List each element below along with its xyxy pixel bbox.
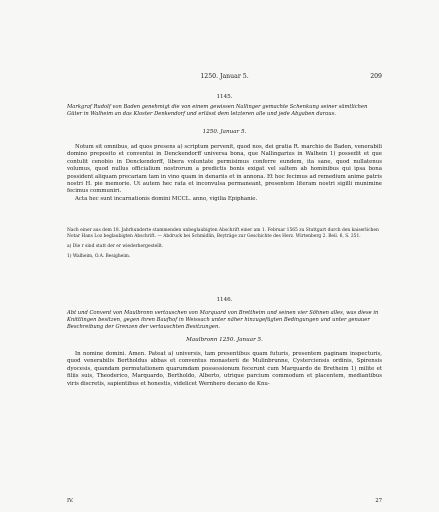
charter-paragraph: Acta hec sunt incarnationis domini MCCL. anno, vigilia Epiphanie. — [75, 195, 258, 202]
charter-text — [67, 144, 382, 203]
page-number: 209 — [370, 73, 382, 80]
charter-number: 1146. — [216, 297, 233, 303]
running-header-date: 1250. Januar 5. — [200, 73, 249, 80]
charter-number: 1145. — [216, 94, 233, 100]
footnote: 1) Walheim, O.A. Besigheim. — [67, 254, 131, 259]
textual-footnote: a) Die r sind statt der er wiederhergestellt. — [67, 244, 164, 249]
signature-line — [67, 498, 382, 504]
charter-regest: Abt und Convent von Maulbronn vertauschen von Marquard von Brettheim und seinen vier Söhnen alles, was diese in Knittlingen besitzen, gegen ihren Baufhof in Weissach unter näher hinzugefügten Bedingungen und unter genauer Beschreibung der Grenzen der vertauschten Besitzungen. — [67, 310, 379, 330]
charter-dateline: Maulbronn 1250. Januar 5. — [186, 337, 263, 343]
charter-text — [67, 351, 382, 388]
charter-paragraph: Notum sit omnibus, ad quos presens a) scriptum pervenit, quod nos, dei gratia R. marchio de Baden, venerabili domino preposito et conventui in Denckendorff universa bona, que Nallingarius in Walhein 1) possedit et que contulit cenobio in Denckendorff, libera voluntate permisimus conferre eundem, ita sane, quod nullatenus volumus, quod nullus officialium nostrorum a predictis bonis exigat vel saltem ab hominibus qui ipsa bona possident aliquam precariam tam in vino quam in denariis et in annona. Et hoc fecimus ad remedium anime patris nostri H. pie memorie. Ut autem hec rata et inconvulsa permaneant, presentem literam nostri sigilli munimine fecimus communiri. — [67, 144, 382, 195]
charter-dateline: 1250. Januar 5. — [202, 129, 247, 135]
charter-regest: Markgraf Rudolf von Baden genehmigt die von einem gewissen Nallinger gemachte Schenkung seiner sämtlichen Güter in Walheim an das Kloster Denkendorf und erlässt dem letzteren alle und jede Abgaben daraus. — [67, 104, 368, 117]
signature-mark: IV. — [67, 498, 74, 504]
source-note: Nach einer aus dem 18. Jahrhunderte stammenden unbeglaubigten Abschrift einer am 1. Februar 1565 zu Stuttgart durch den kaiserlichen Notar Hans Loz beglaubigten Abschrift. — Abdruck bei Schmidlin, Beyträge zur Geschichte des Herz. Wirtenberg 2. Beil. 6, S. 251. — [67, 228, 379, 239]
signature-number: 27 — [375, 498, 382, 504]
running-header — [67, 73, 382, 83]
charter-paragraph: In nomine domini. Amen. Pateat a) universis, tam presentibus quam futuris, presentem paginam inspecturis, quod venerabilis Bertholdus abbas et conventus monasterii de Mulinbrunne, Cysterciensis ordinis, Spirensis dyocesis, quandam permutationem quarumdam possessionum fecerunt cum Marquardo de Bretheim 1) milite et filiis suis, Theoderico, Marquardo, Bertholdo, Alberto, utrique parcium commodum et placentem, mediantibus viris discretis, sapientibus et honestis, videlicet Wernhero decano de Knu- — [67, 351, 382, 387]
